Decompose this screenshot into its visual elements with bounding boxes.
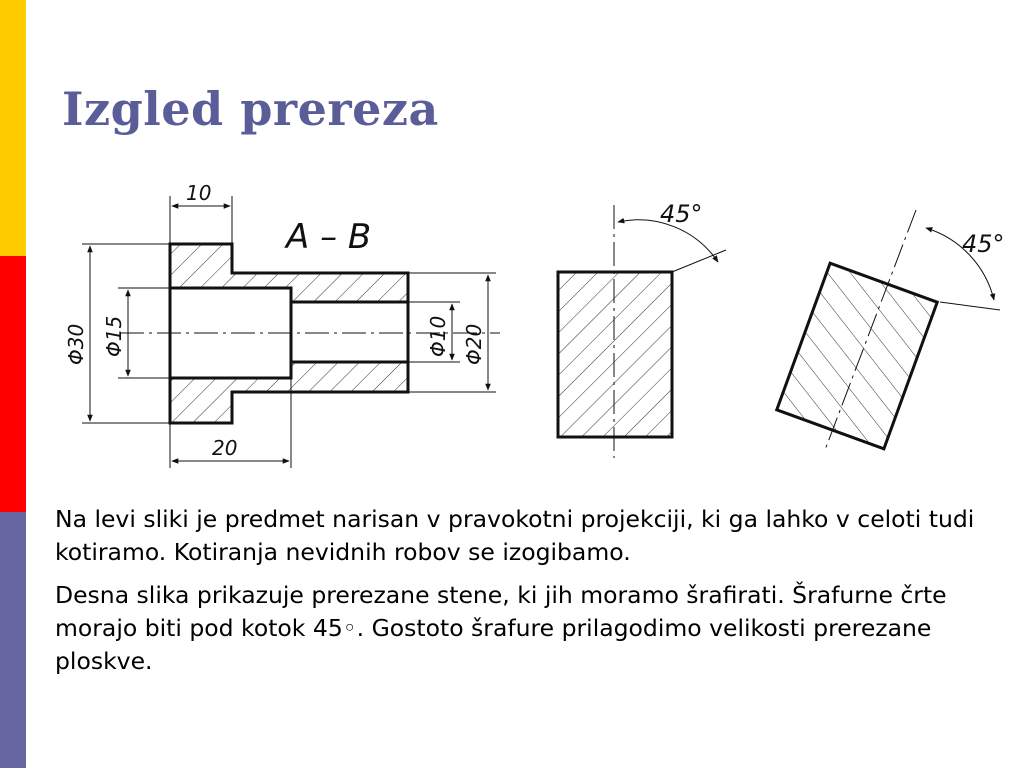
paragraph-1: Na levi sliki je predmet narisan v pravokotni projekciji, ki ga lahko v celoti tudi kotiramo. Kotiranja nevidnih robov se izogibamo.	[55, 505, 975, 566]
dim-text-d20: Φ20	[462, 323, 486, 365]
dim-text-d10: Φ10	[426, 315, 450, 357]
hatch-example-rotated	[777, 210, 1005, 450]
body-text	[55, 503, 985, 688]
dim-text-d15: Φ15	[102, 315, 126, 357]
hatch-example-straight	[558, 200, 726, 458]
slide-title: Izgled prereza	[62, 82, 439, 136]
angle-label-1: 45°	[660, 200, 703, 228]
dim-text-20: 20	[212, 436, 238, 460]
paragraph-2: Desna slika prikazuje prerezane stene, ki jih moramo šrafirati. Šrafurne črte morajo biti pod kotok 45◦. Gostoto šrafure prilagodimo velikosti prerezane ploskve.	[55, 581, 947, 675]
dim-text-d30: Φ30	[64, 323, 88, 365]
dim-text-10: 10	[186, 181, 212, 205]
accent-stripe-blue	[0, 512, 26, 768]
section-label: A – B	[286, 217, 372, 257]
hatched-wall-bottom	[170, 362, 408, 423]
section-view-left	[64, 181, 500, 468]
angle-label-2: 45°	[962, 230, 1005, 258]
